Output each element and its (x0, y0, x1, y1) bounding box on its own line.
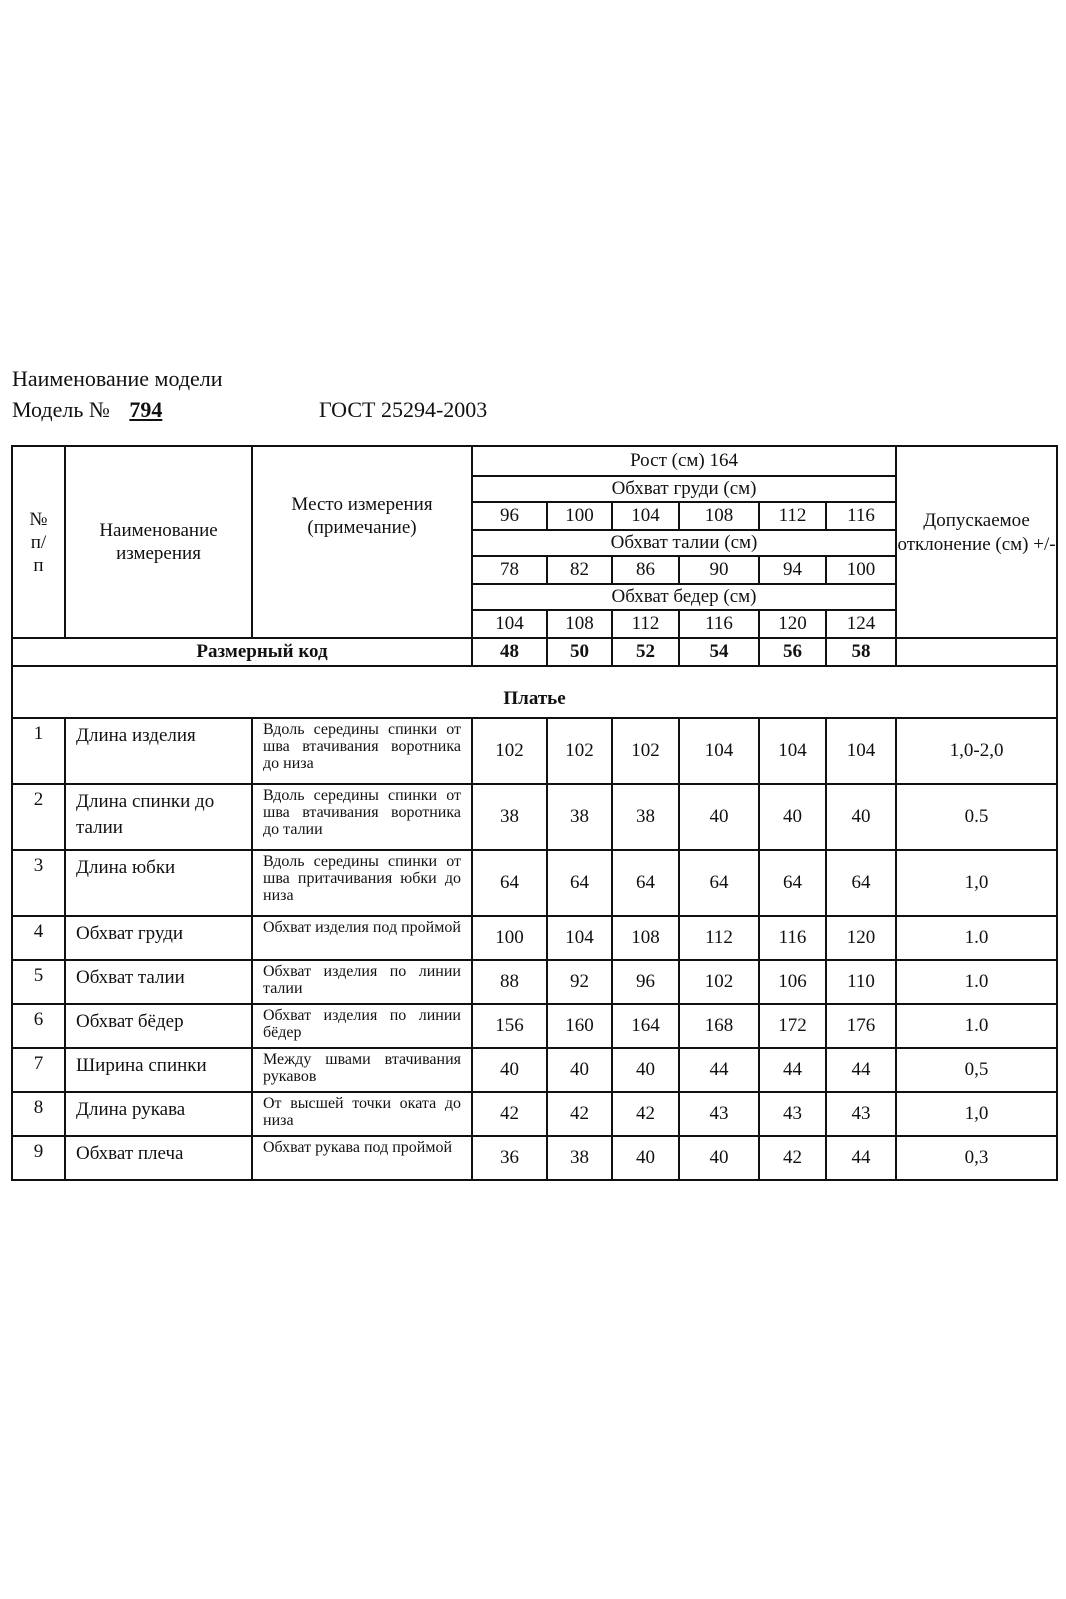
measurement-name: Ширина спинки (65, 1048, 252, 1092)
measurement-value: 64 (826, 850, 896, 916)
hips-value: 124 (826, 610, 896, 638)
chest-value: 112 (759, 502, 826, 530)
model-number-line (12, 397, 189, 423)
table-body (12, 446, 1057, 1180)
measurement-value: 96 (612, 960, 679, 1004)
measurement-value: 160 (547, 1004, 612, 1048)
measurement-value: 102 (547, 718, 612, 784)
measurement-value: 64 (472, 850, 547, 916)
chest-value: 96 (472, 502, 547, 530)
model-number-value: 794 (129, 397, 163, 422)
measurement-value: 43 (826, 1092, 896, 1136)
hips-value: 120 (759, 610, 826, 638)
table-row (12, 850, 1057, 916)
tolerance-value: 1.0 (896, 960, 1057, 1004)
measurement-name: Длина рукава (65, 1092, 252, 1136)
size-code-value: 50 (547, 638, 612, 666)
table-row (12, 784, 1057, 850)
measurement-place: Вдоль середины спинки от шва притачивания юбки до низа (252, 850, 472, 916)
table-row (12, 1004, 1057, 1048)
size-code-label: Размерный код (12, 638, 472, 666)
measurement-place: Вдоль середины спинки от шва втачивания воротника до талии (252, 784, 472, 850)
tolerance-value: 0,5 (896, 1048, 1057, 1092)
measurement-value: 168 (679, 1004, 759, 1048)
tolerance-value: 1,0-2,0 (896, 718, 1057, 784)
size-code-value: 56 (759, 638, 826, 666)
measurement-value: 40 (826, 784, 896, 850)
table-row (12, 1092, 1057, 1136)
chest-value: 116 (826, 502, 896, 530)
measurement-table (11, 445, 1058, 1181)
measurement-value: 43 (759, 1092, 826, 1136)
section-title: Платье (12, 666, 1057, 718)
tolerance-value: 1,0 (896, 850, 1057, 916)
measurement-value: 88 (472, 960, 547, 1004)
model-name-label: Наименование модели (12, 366, 223, 391)
measurement-value: 40 (612, 1048, 679, 1092)
measurement-value: 42 (759, 1136, 826, 1180)
measurement-value: 164 (612, 1004, 679, 1048)
hips-value: 104 (472, 610, 547, 638)
tolerance-value: 0,3 (896, 1136, 1057, 1180)
measurement-place: От высшей точки оката до низа (252, 1092, 472, 1136)
size-code-value: 52 (612, 638, 679, 666)
measurement-value: 38 (472, 784, 547, 850)
size-code-row (12, 638, 1057, 666)
measurement-value: 40 (612, 1136, 679, 1180)
row-number: 9 (12, 1136, 65, 1180)
measurement-value: 172 (759, 1004, 826, 1048)
waist-value: 100 (826, 556, 896, 584)
measurement-value: 42 (472, 1092, 547, 1136)
chest-value: 104 (612, 502, 679, 530)
measurement-place: Обхват изделия под проймой (252, 916, 472, 960)
tolerance-value: 1.0 (896, 1004, 1057, 1048)
measurement-value: 156 (472, 1004, 547, 1048)
measurement-place: Вдоль середины спинки от шва втачивания воротника до низа (252, 718, 472, 784)
measurement-value: 102 (679, 960, 759, 1004)
hips-value: 116 (679, 610, 759, 638)
measurement-value: 44 (679, 1048, 759, 1092)
measurement-value: 104 (679, 718, 759, 784)
section-row (12, 666, 1057, 718)
model-number-label: Модель № (12, 397, 110, 422)
row-number: 6 (12, 1004, 65, 1048)
measurement-name: Длина изделия (65, 718, 252, 784)
measurement-place: Обхват изделия по линии талии (252, 960, 472, 1004)
measurement-name: Длина спинки до талии (65, 784, 252, 850)
measurement-value: 38 (547, 1136, 612, 1180)
waist-value: 86 (612, 556, 679, 584)
measurement-name: Обхват плеча (65, 1136, 252, 1180)
measurement-value: 42 (547, 1092, 612, 1136)
col-number-part: № (29, 508, 48, 530)
measurement-value: 64 (612, 850, 679, 916)
measurement-name: Обхват талии (65, 960, 252, 1004)
measurement-value: 44 (826, 1048, 896, 1092)
size-code-value: 48 (472, 638, 547, 666)
tolerance-header: Допускаемое отклонение (см) +/- (896, 446, 1057, 638)
chest-header: Обхват груди (см) (472, 476, 896, 502)
col-number-part: п (33, 554, 44, 576)
measurement-value: 102 (612, 718, 679, 784)
col-number-header (12, 446, 65, 638)
size-code-value: 58 (826, 638, 896, 666)
tolerance-value: 0.5 (896, 784, 1057, 850)
hips-value: 112 (612, 610, 679, 638)
measurement-value: 104 (759, 718, 826, 784)
measurement-value: 38 (612, 784, 679, 850)
measurement-value: 108 (612, 916, 679, 960)
row-number: 3 (12, 850, 65, 916)
measurement-value: 106 (759, 960, 826, 1004)
table-row (12, 960, 1057, 1004)
waist-value: 82 (547, 556, 612, 584)
measurement-value: 104 (826, 718, 896, 784)
row-number: 1 (12, 718, 65, 784)
table-row (12, 1048, 1057, 1092)
measurement-value: 92 (547, 960, 612, 1004)
measurement-value: 176 (826, 1004, 896, 1048)
size-code-empty-cell (896, 638, 1057, 666)
measurement-value: 110 (826, 960, 896, 1004)
measurement-value: 36 (472, 1136, 547, 1180)
gost-standard: ГОСТ 25294-2003 (319, 397, 488, 422)
measurement-value: 42 (612, 1092, 679, 1136)
waist-value: 78 (472, 556, 547, 584)
measurement-value: 40 (679, 784, 759, 850)
measurement-value: 64 (679, 850, 759, 916)
col-name-header: Наименование измерения (65, 446, 252, 638)
row-number: 8 (12, 1092, 65, 1136)
measurement-value: 64 (759, 850, 826, 916)
measurement-value: 43 (679, 1092, 759, 1136)
row-number: 2 (12, 784, 65, 850)
waist-value: 94 (759, 556, 826, 584)
row-number: 7 (12, 1048, 65, 1092)
hips-header: Обхват бедер (см) (472, 584, 896, 610)
measurement-value: 112 (679, 916, 759, 960)
height-header: Рост (см) 164 (472, 446, 896, 476)
measurement-value: 100 (472, 916, 547, 960)
chest-value: 108 (679, 502, 759, 530)
tolerance-value: 1,0 (896, 1092, 1057, 1136)
table-row (12, 718, 1057, 784)
measurement-value: 104 (547, 916, 612, 960)
measurement-value: 64 (547, 850, 612, 916)
table-row (12, 1136, 1057, 1180)
size-code-value: 54 (679, 638, 759, 666)
col-number-part: п/ (30, 531, 47, 553)
measurement-value: 120 (826, 916, 896, 960)
measurement-place: Обхват изделия по линии бёдер (252, 1004, 472, 1048)
tolerance-value: 1.0 (896, 916, 1057, 960)
measurement-name: Длина юбки (65, 850, 252, 916)
measurement-value: 40 (679, 1136, 759, 1180)
measurement-name: Обхват бёдер (65, 1004, 252, 1048)
header-row-height (12, 446, 1057, 476)
waist-value: 90 (679, 556, 759, 584)
measurement-value: 102 (472, 718, 547, 784)
waist-header: Обхват талии (см) (472, 530, 896, 556)
measurement-value: 40 (547, 1048, 612, 1092)
row-number: 5 (12, 960, 65, 1004)
measurement-name: Обхват груди (65, 916, 252, 960)
hips-value: 108 (547, 610, 612, 638)
col-place-header: Место измерения (примечание) (252, 446, 472, 638)
measurement-value: 38 (547, 784, 612, 850)
measurement-value: 40 (759, 784, 826, 850)
row-number: 4 (12, 916, 65, 960)
chest-value: 100 (547, 502, 612, 530)
measurement-value: 44 (759, 1048, 826, 1092)
table-row (12, 916, 1057, 960)
measurement-value: 116 (759, 916, 826, 960)
measurement-place: Обхват рукава под проймой (252, 1136, 472, 1180)
col-number-label (29, 509, 47, 576)
measurement-place: Между швами втачивания рукавов (252, 1048, 472, 1092)
measurement-value: 44 (826, 1136, 896, 1180)
measurement-value: 40 (472, 1048, 547, 1092)
